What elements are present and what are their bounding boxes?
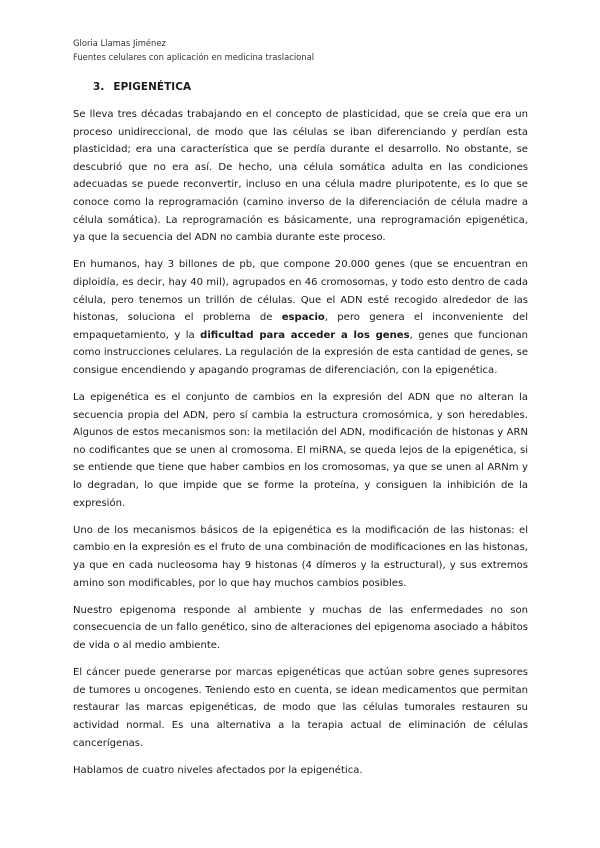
- paragraph-histonas: Uno de los mecanismos básicos de la epigenética es la modificación de las histonas: el cambio en la expresión es el fruto de una combinación de modificaciones en las histonas, ya que en cada nucleosoma hay 9 histonas (4 dímeros y la estructural), y sus extremos amino son modificables, por lo que hay muchos cambios posibles.: [73, 524, 528, 589]
- paragraph-text: , pero genera el inconveniente del empaquetamiento, y la: [73, 312, 528, 341]
- section-title: EPIGENÉTICA: [113, 81, 192, 93]
- paragraph-definicion: La epigenética es el conjunto de cambios en la expresión del ADN que no alteran la secuencia propia del ADN, pero sí cambia la estructura cromosómica, y son heredables. Algunos de estos mecanismos son: la metilación del ADN, modificación de histonas y ARN no codificantes que se unen al cromosoma. El miRNA, se queda lejos de la epigenética, si se entiende que tiene que haber cambios en los cromosomas, ya que se unen al ARNm y lo degradan, lo que impide que se forme la proteína, y consiguen la inhibición de la expresión.: [73, 392, 528, 509]
- header-subtitle: Fuentes celulares con aplicación en medicina traslacional: [73, 51, 315, 62]
- paragraph-text: En humanos, hay 3 billones de pb, que compone 20.000 genes (que se encuentran en diploidía, es decir, hay 40 mil), agrupados en 46 cromosomas, y todo esto dentro de cada célula, pero tenemos un trillón de células. Que el ADN esté recogido alrededor de las histonas, soluciona el problema de: [73, 259, 528, 324]
- bold-term-dificultad: dificultad para acceder a los genes: [200, 329, 410, 341]
- section-number: 3.: [93, 81, 105, 93]
- paragraph-humanos: [73, 256, 528, 379]
- paragraph-cancer: El cáncer puede generarse por marcas epigenéticas que actúan sobre genes supresores de tumores u oncogenes. Teniendo esto en cuenta, se idean medicamentos que permitan restaurar las marcas epigenéticas, de modo que las células tumorales restauren su actividad normal. Es una alternativa a la terapia actual de eliminación de células cancerígenas.: [73, 667, 528, 749]
- section-heading: [93, 81, 191, 93]
- paragraph-niveles: Hablamos de cuatro niveles afectados por la epigenética.: [73, 764, 363, 776]
- page-header: [73, 37, 314, 64]
- paragraph-epigenoma: Nuestro epigenoma responde al ambiente y muchas de las enfermedades no son consecuencia de un fallo genético, sino de alteraciones del epigenoma asociado a hábitos de vida o al medio ambiente.: [73, 604, 528, 651]
- document-body: [73, 106, 528, 789]
- paragraph-text: , genes que funcionan como instrucciones celulares. La regulación de la expresión de esta cantidad de genes, se consigue encendiendo y apagando programas de diferenciación, con la epigenética.: [73, 329, 529, 376]
- header-author: Gloria Llamas Jiménez: [73, 38, 166, 48]
- paragraph-plasticidad: Se lleva tres décadas trabajando en el concepto de plasticidad, que se creía que era un proceso unidireccional, de modo que las células se iban diferenciando y perdían esta plasticidad; era una característica que se perdía durante el desarrollo. No obstante, se descubrió que no era así. De hecho, una célula somática adulta en las condiciones adecuadas se puede reconvertir, incluso en una célula madre pluripotente, es lo que se conoce como la reprogramación (camino inverso de la diferenciación de célula madre a célula somática). La reprogramación es básicamente, una reprogramación epigenética, ya que la secuencia del ADN no cambia durante este proceso.: [73, 109, 528, 244]
- bold-term-espacio: espacio: [281, 312, 325, 324]
